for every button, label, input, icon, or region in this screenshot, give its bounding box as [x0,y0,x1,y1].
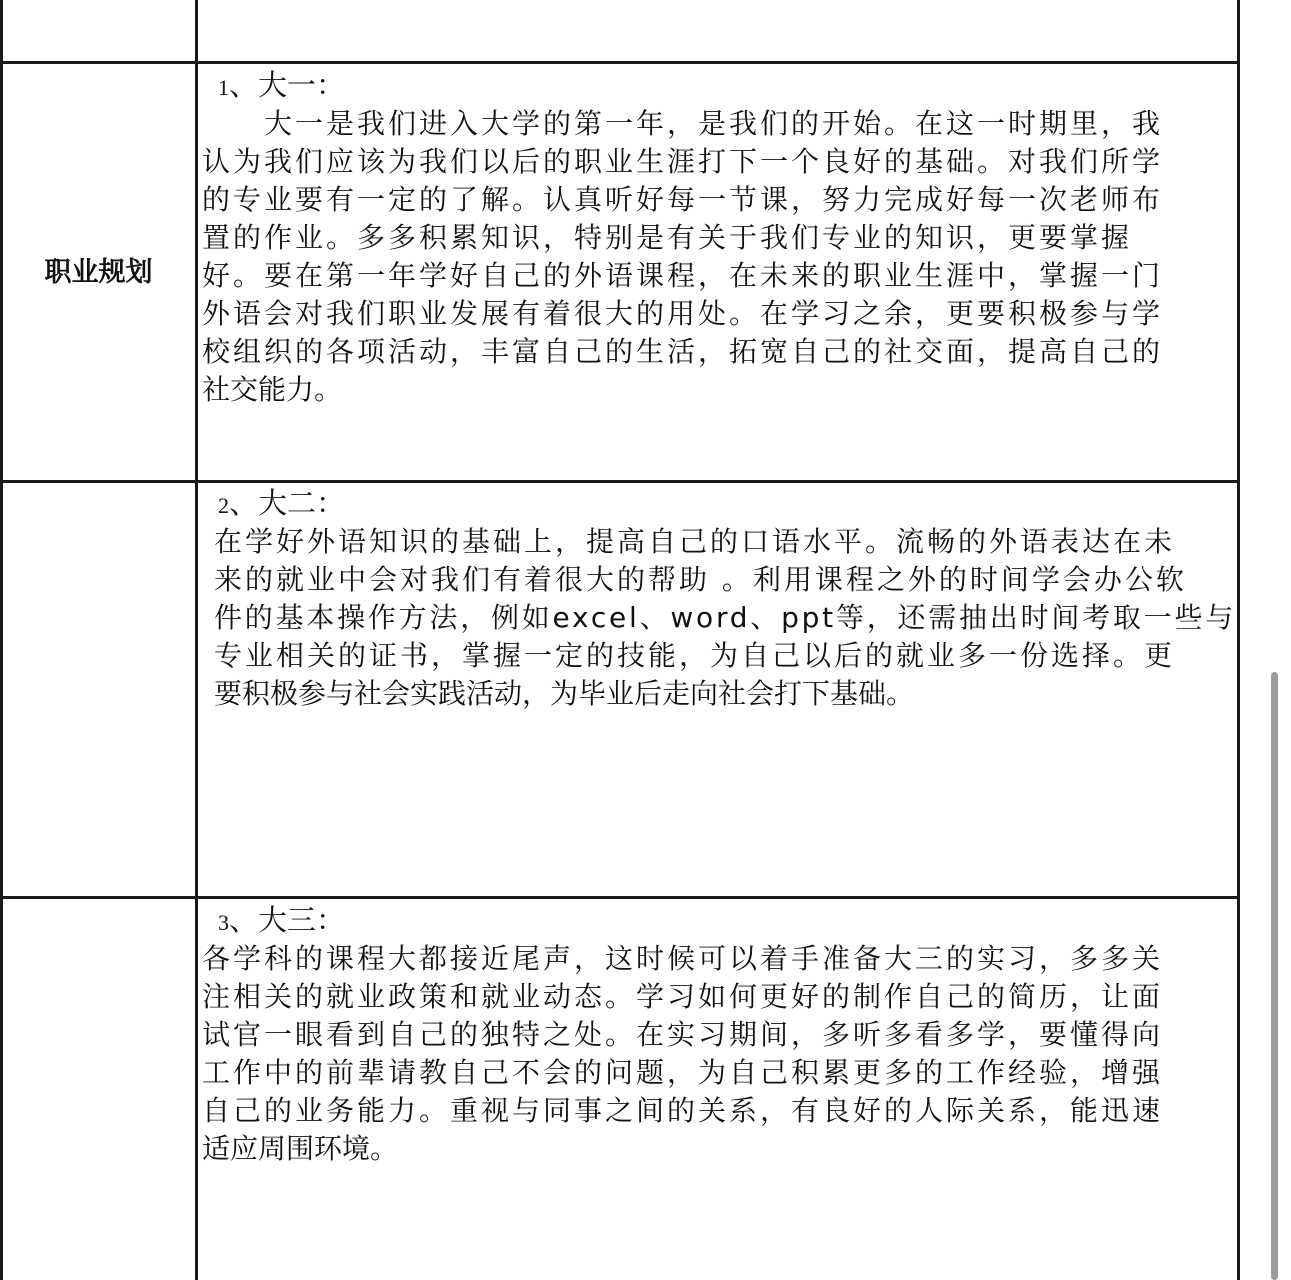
paragraph-line: 在学好外语知识的基础上，提高自己的口语水平。流畅的外语表达在未 [214,525,1176,558]
item-title: 大二： [258,488,346,520]
vertical-scrollbar[interactable] [1269,672,1281,1280]
paragraph-line: 校组织的各项活动，丰富自己的生活，拓宽自己的社交面，提高自己的 [202,335,1164,368]
paragraph-line: 的专业要有一定的了解。认真听好每一节课，努力完成好每一次老师布 [202,183,1164,216]
paragraph-line: 大一是我们进入大学的第一年，是我们的开始。在这一时期里，我 [264,107,1164,140]
scrollbar-thumb[interactable] [1271,672,1278,1280]
paragraph-line: 件的基本操作方法，例如excel、word、ppt等，还需抽出时间考取一些与 [214,601,1236,634]
paragraph-line: 试官一眼看到自己的独特之处。在实习期间，多听多看多学，要懂得向 [202,1018,1164,1051]
plan-item-year-1 [202,69,1236,409]
item-heading [202,69,1236,103]
paragraph-line: 自己的业务能力。重视与同事之间的关系，有良好的人际关系，能迅速 [202,1094,1164,1127]
row-divider-2 [0,896,1240,899]
item-separator: 、 [229,488,259,520]
table-column-divider [195,0,198,1280]
section-label: 职业规划 [44,257,153,287]
item-paragraph [202,940,1236,1168]
item-title: 大三： [258,905,346,937]
item-heading [202,487,1236,521]
row-divider-1 [0,480,1240,483]
paragraph-line: 社交能力。 [202,373,343,406]
paragraph-line: 来的就业中会对我们有着很大的帮助 。利用课程之外的时间学会办公软 [214,563,1187,596]
row-divider-top [0,61,1240,64]
item-separator: 、 [229,905,259,937]
item-number: 3 [218,910,229,935]
plan-item-year-3 [202,904,1236,1168]
paragraph-line: 各学科的课程大都接近尾声，这时候可以着手准备大三的实习，多多关 [202,942,1164,975]
item-title: 大一： [258,70,346,102]
item-heading [202,904,1236,938]
paragraph-line: 认为我们应该为我们以后的职业生涯打下一个良好的基础。对我们所学 [202,145,1164,178]
table-border-right [1237,0,1240,1280]
item-paragraph [202,105,1236,409]
paragraph-line: 注相关的就业政策和就业动态。学习如何更好的制作自己的简历，让面 [202,980,1164,1013]
paragraph-line: 适应周围环境。 [202,1132,399,1165]
paragraph-line: 工作中的前辈请教自己不会的问题，为自己积累更多的工作经验，增强 [202,1056,1164,1089]
paragraph-line: 好。要在第一年学好自己的外语课程，在未来的职业生涯中，掌握一门 [202,259,1164,292]
plan-item-year-2 [202,487,1236,713]
item-number: 1 [218,75,229,100]
item-separator: 、 [229,70,259,102]
item-number: 2 [218,493,229,518]
paragraph-line: 置的作业。多多积累知识，特别是有关于我们专业的知识，更要掌握 [202,221,1133,254]
paragraph-line: 专业相关的证书，掌握一定的技能，为自己以后的就业多一份选择。更 [214,639,1176,672]
paragraph-line: 外语会对我们职业发展有着很大的用处。在学习之余，更要积极参与学 [202,297,1164,330]
paragraph-line: 要积极参与社会实践活动，为毕业后走向社会打下基础。 [214,677,915,710]
table-border-left [0,0,3,1280]
item-paragraph [202,523,1236,713]
